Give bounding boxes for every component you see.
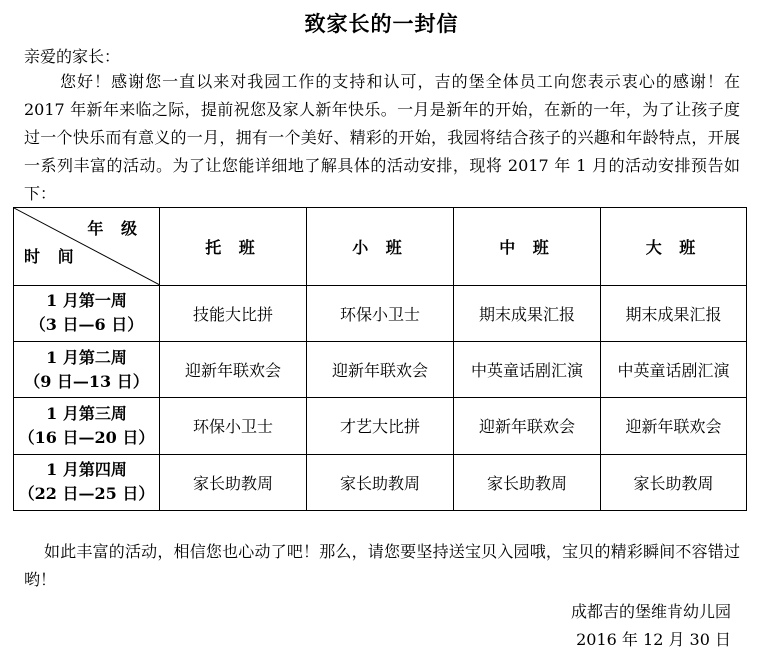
activity-cell: 技能大比拼	[160, 285, 307, 341]
class-header-small: 小 班	[307, 208, 454, 286]
activity-cell: 环保小卫士	[307, 285, 454, 341]
activity-cell: 家长助教周	[307, 454, 454, 510]
corner-header-cell	[14, 208, 160, 286]
activity-cell: 中英童话剧汇演	[454, 341, 601, 397]
activity-cell: 环保小卫士	[160, 398, 307, 454]
signature-organization: 成都吉的堡维肯幼儿园	[570, 602, 731, 621]
letter-greeting: 亲爱的家长：	[24, 47, 121, 66]
activity-cell: 迎新年联欢会	[601, 398, 747, 454]
closing-paragraph: 如此丰富的活动，相信您也心动了吧！那么，请您要坚持送宝贝入园哦，宝贝的精彩瞬间不容错过哟！	[24, 542, 740, 589]
class-header-large: 大 班	[601, 208, 747, 286]
week-range: （3 日—6 日）	[29, 315, 144, 335]
week-label: 1 月第二周	[46, 347, 127, 367]
activity-cell: 家长助教周	[601, 454, 747, 510]
table-row	[14, 454, 747, 510]
activity-cell: 家长助教周	[160, 454, 307, 510]
week-cell	[14, 341, 160, 397]
activity-cell: 期末成果汇报	[454, 285, 601, 341]
week-cell	[14, 285, 160, 341]
class-header-middle: 中 班	[454, 208, 601, 286]
activity-cell: 中英童话剧汇演	[601, 341, 747, 397]
activity-schedule-table	[13, 207, 747, 511]
corner-label-time: 时 间	[24, 246, 80, 266]
table-row	[14, 398, 747, 454]
table-header-row	[14, 208, 747, 286]
activity-cell: 期末成果汇报	[601, 285, 747, 341]
corner-label-grade: 年 级	[87, 219, 143, 238]
activity-cell: 家长助教周	[454, 454, 601, 510]
signature-block	[571, 598, 731, 654]
week-range: （16 日—20 日）	[18, 427, 155, 447]
activity-cell: 迎新年联欢会	[160, 341, 307, 397]
week-label: 1 月第三周	[46, 403, 127, 423]
signature-date: 2016 年 12 月 30 日	[576, 630, 731, 649]
week-range: （9 日—13 日）	[24, 371, 149, 391]
activity-cell: 迎新年联欢会	[454, 398, 601, 454]
week-label: 1 月第一周	[46, 291, 127, 311]
week-cell	[14, 454, 160, 510]
table-row	[14, 285, 747, 341]
letter-title: 致家长的一封信	[304, 11, 459, 36]
week-label: 1 月第四周	[46, 460, 127, 480]
activity-cell: 迎新年联欢会	[307, 341, 454, 397]
week-range: （22 日—25 日）	[18, 484, 155, 504]
intro-paragraph: 您好！感谢您一直以来对我园工作的支持和认可，吉的堡全体员工向您表示衷心的感谢！在 2017 年新年来临之际，提前祝您及家人新年快乐。一月是新年的开始，在新的一年，为了让孩子度过一个快乐而有意义的一月，拥有一个美好、精彩的开始，我园将结合孩子的兴趣和年龄特点，开展一系列丰富的活动。为了让您能详细地了解具体的活动安排，现将 2017 年 1 月的活动安排预告如下：	[24, 72, 740, 203]
table-row	[14, 341, 747, 397]
class-header-toddler: 托 班	[160, 208, 307, 286]
activity-cell: 才艺大比拼	[307, 398, 454, 454]
week-cell	[14, 398, 160, 454]
